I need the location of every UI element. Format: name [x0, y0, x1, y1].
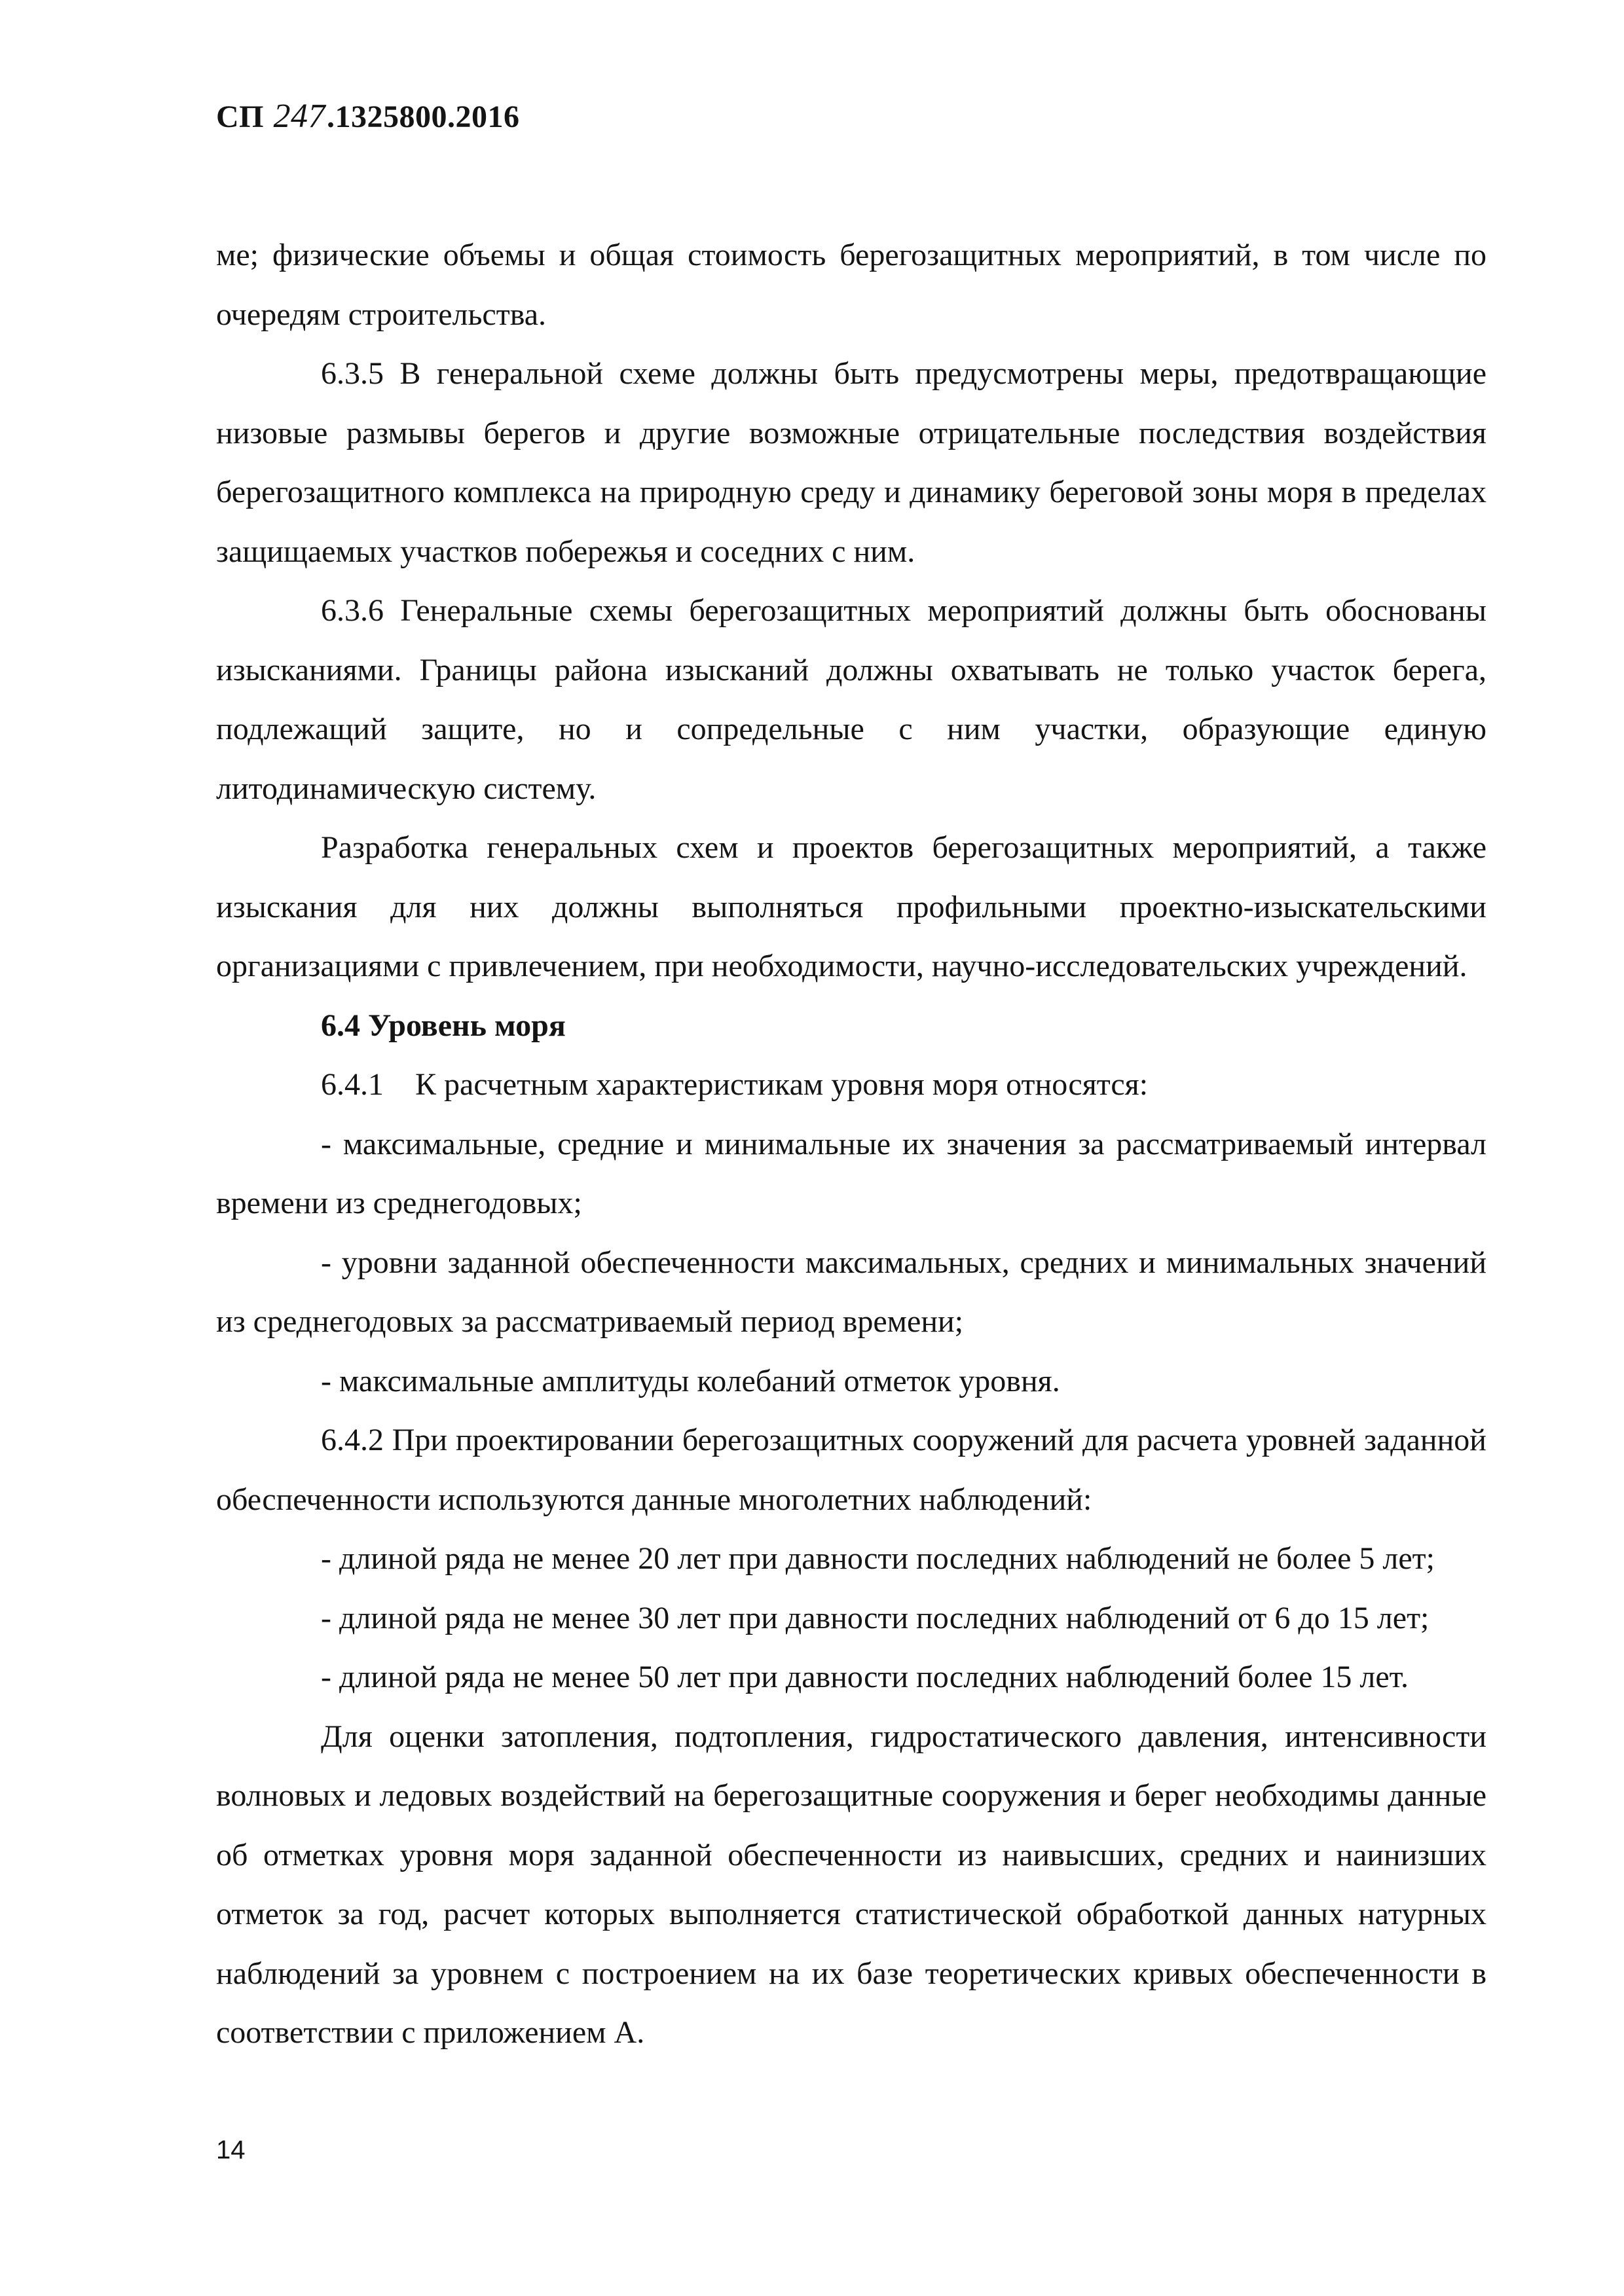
- paragraph-6-4-2: 6.4.2 При проектировании берегозащитных сооружений для расчета уровней заданной обеспеченности используются данные многолетних наблюдений:: [216, 1423, 1486, 1517]
- paragraph-final: Для оценки затопления, подтопления, гидростатического давления, интенсивности волновых и ледовых воздействий на берегозащитные сооружения и берег необходимы данные об отметках уровня моря заданной обеспеченности из наивысших, средних и наинизших отметок за год, расчет которых выполняется статистической обработкой данных натурных наблюдений за уровнем с построением на их базе теоретических кривых обеспеченности в соответствии с приложением А.: [216, 1719, 1486, 2050]
- page-number: 14: [216, 2136, 246, 2164]
- page-body: [216, 226, 1486, 2063]
- list-item: - длиной ряда не менее 20 лет при давности последних наблюдений не более 5 лет;: [321, 1541, 1435, 1576]
- list-item: - длиной ряда не менее 30 лет при давности последних наблюдений от 6 до 15 лет;: [321, 1600, 1430, 1635]
- code-number-handwritten: 247: [273, 98, 325, 135]
- list-item: - максимальные амплитуды колебаний отметок уровня.: [321, 1363, 1060, 1398]
- code-suffix: .1325800.2016: [327, 100, 520, 134]
- paragraph-6-3-6: 6.3.6 Генеральные схемы берегозащитных мероприятий должны быть обоснованы изысканиями. Границы района изысканий должны охватывать не только участок берега, подлежащий защите, но и сопредельные с ним участки, образующие единую литодинамическую систему.: [216, 593, 1486, 806]
- list-item: - уровни заданной обеспеченности максимальных, средних и минимальных значений из среднегодовых за рассматриваемый период времени;: [216, 1245, 1486, 1339]
- section-heading-6-4: 6.4 Уровень моря: [321, 1008, 566, 1043]
- paragraph-6-3-5: 6.3.5 В генеральной схеме должны быть предусмотрены меры, предотвращающие низовые размывы берегов и другие возможные отрицательные последствия воздействия берегозащитного комплекса на природную среду и динамику береговой зоны моря в пределах защищаемых участков побережья и соседних с ним.: [216, 356, 1486, 569]
- document-code: [216, 97, 520, 136]
- paragraph-6-4-1: 6.4.1 К расчетным характеристикам уровня моря относятся:: [321, 1067, 1149, 1102]
- list-item: - длиной ряда не менее 50 лет при давности последних наблюдений более 15 лет.: [321, 1660, 1409, 1694]
- list-item: - максимальные, средние и минимальные их значения за рассматриваемый интервал времени из среднегодовых;: [216, 1126, 1486, 1220]
- code-prefix: СП: [216, 100, 264, 134]
- paragraph-development: Разработка генеральных схем и проектов берегозащитных мероприятий, а также изыскания для них должны выполняться профильными проектно-изыскательскими организациями с привлечением, при необходимости, научно-исследовательских учреждений.: [216, 830, 1486, 983]
- paragraph-continuation: ме; физические объемы и общая стоимость берегозащитных мероприятий, в том числе по очередям строительства.: [216, 238, 1486, 332]
